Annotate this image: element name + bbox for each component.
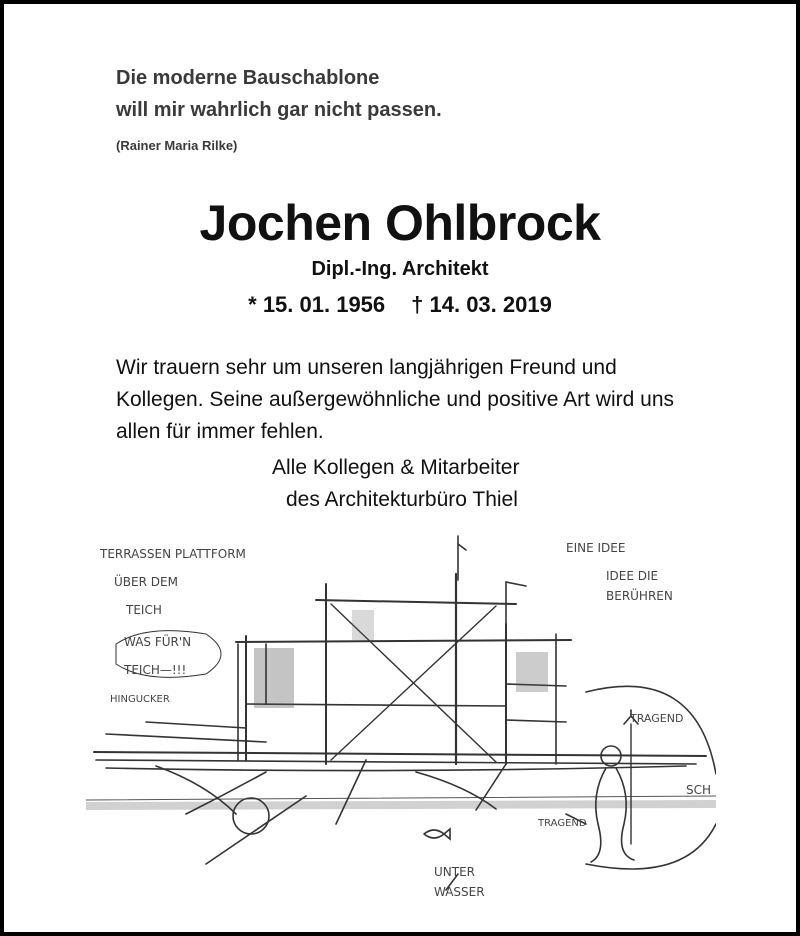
sketch-note-11: TRAGEND (538, 818, 587, 829)
architecture-sketch (86, 524, 716, 914)
sketch-note-6: HINGUCKER (110, 694, 170, 705)
death-date: † 14. 03. 2019 (411, 292, 552, 317)
sketch-note-9: BERÜHREN (606, 589, 673, 603)
sketch-note-13: WASSER (434, 885, 485, 899)
quote-author: (Rainer Maria Rilke) (116, 138, 238, 153)
message-line-1: Wir trauern sehr um unseren langjährigen Freund und (116, 356, 617, 379)
message-line-3: allen für immer fehlen. (116, 420, 324, 443)
sketch-note-7: EINE IDEE (566, 541, 626, 555)
signature (272, 452, 519, 516)
deceased-name: Jochen Ohlbrock (199, 195, 601, 251)
sketch-note-2: ÜBER DEM (114, 575, 178, 589)
sketch-note-8: IDEE DIE (606, 569, 659, 583)
quote-line-2: will mir wahrlich gar nicht passen. (116, 99, 442, 121)
signature-line-1: Alle Kollegen & Mitarbeiter (272, 456, 520, 479)
sketch-note-5: TEICH—!!! (124, 663, 187, 677)
message-line-2: Kollegen. Seine außergewöhnliche und positive Art wird uns (116, 388, 675, 411)
quote-line-1: Die moderne Bauschablone (116, 67, 380, 89)
sketch-note-10: TRAGEND (630, 712, 684, 725)
sketch-note-12: UNTER (434, 865, 476, 879)
signature-line-2: des Architekturbüro Thiel (286, 488, 518, 511)
sketch-note-1: TERRASSEN PLATTFORM (100, 547, 246, 561)
sketch-note-3: TEICH (126, 603, 162, 617)
sketch-note-4: WAS FÜR'N (124, 635, 192, 649)
deceased-title: Dipl.-Ing. Architekt (311, 258, 489, 280)
birth-date: * 15. 01. 1956 (248, 292, 386, 317)
condolence-message (116, 352, 716, 448)
quote (116, 62, 442, 126)
sketch-note-14: SCH (686, 783, 712, 797)
life-dates (4, 292, 796, 318)
